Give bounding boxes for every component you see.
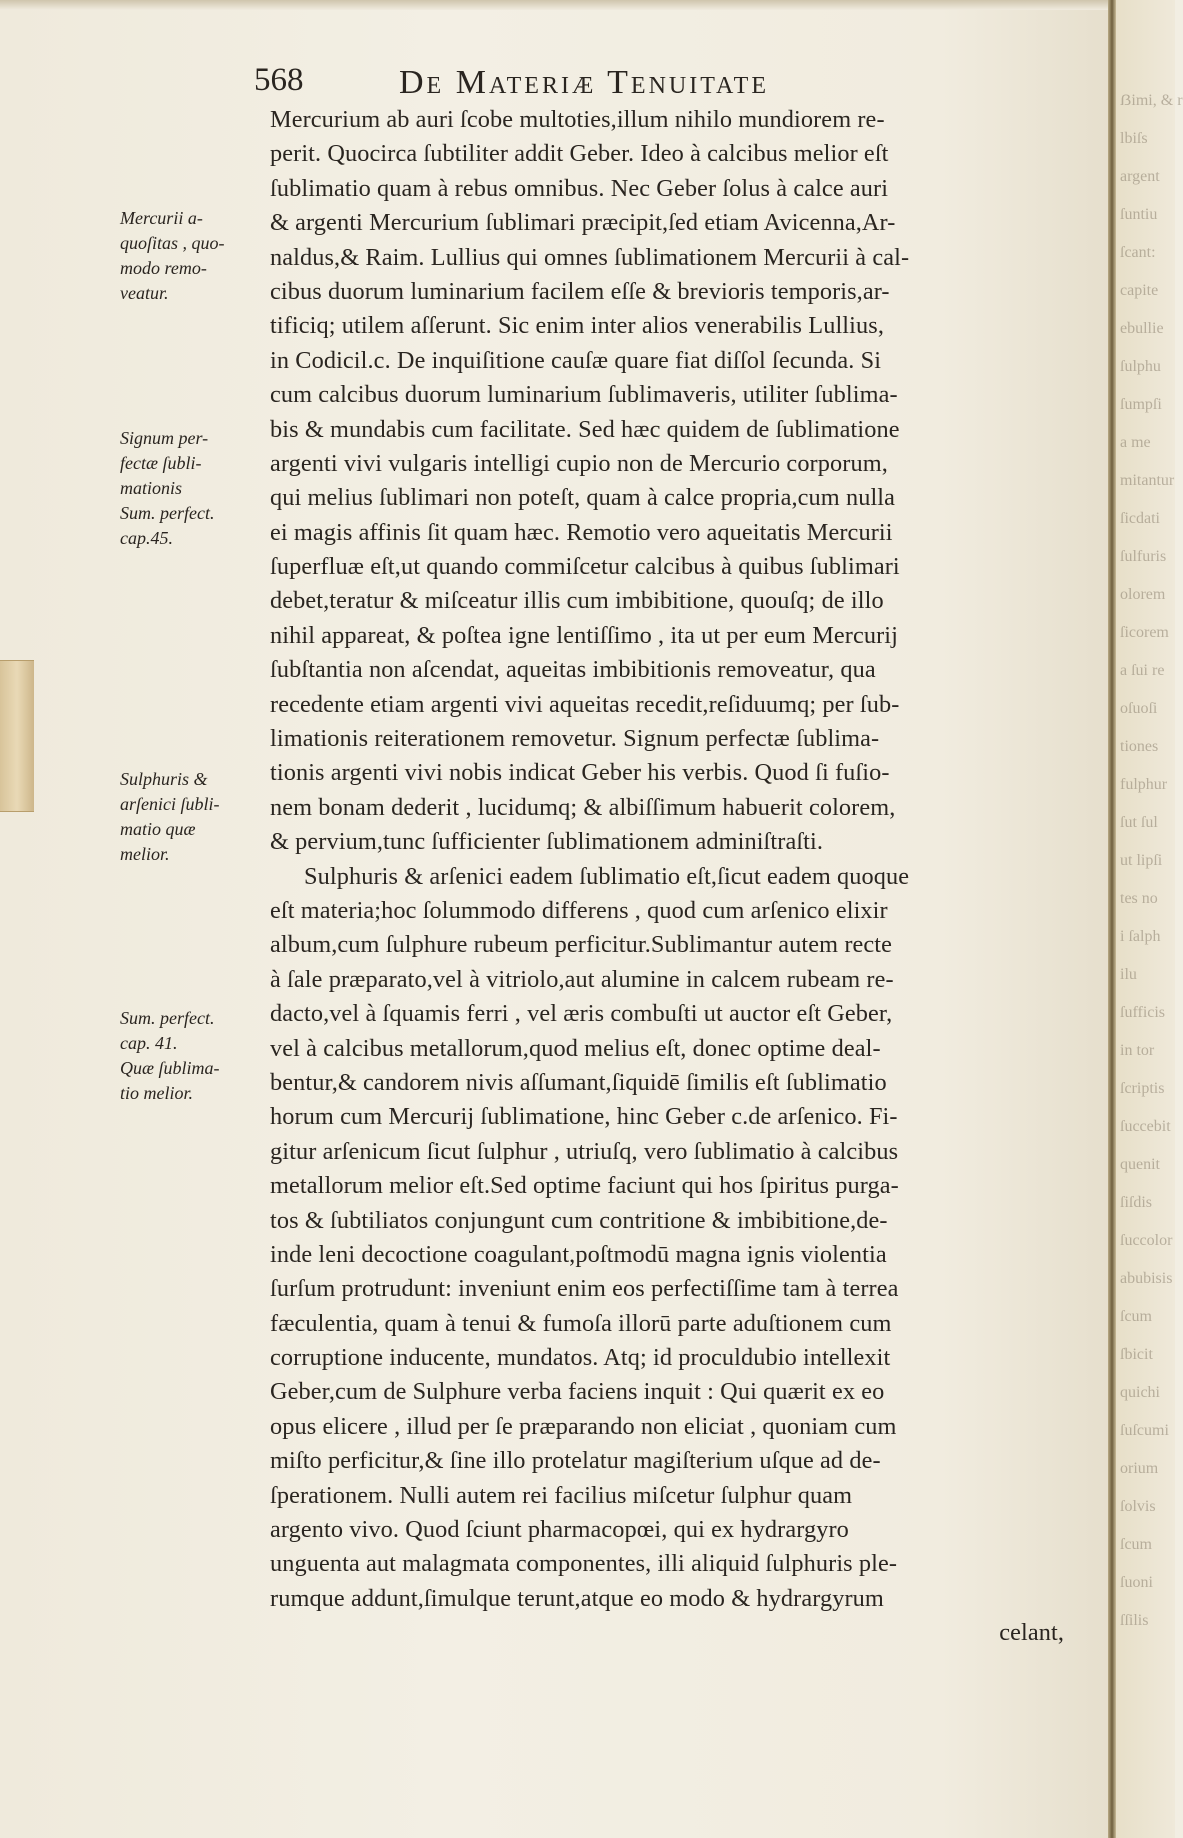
bleed-text: olorem xyxy=(1120,586,1166,603)
running-title: De Materiæ Tenuitate xyxy=(399,64,769,101)
bleed-text: ſuſcumi xyxy=(1120,1422,1169,1439)
margin-note-line: modo remo- xyxy=(120,258,207,278)
text-line: tificiq; utilem aſſerunt. Sic enim inter alios venerabilis Lullius, xyxy=(270,312,884,340)
text-line: argenti vivi vulgaris intelligi cupio non de Mercurio corporum, xyxy=(270,449,888,477)
text-line: vel à calcibus metallorum,quod melius eſt, donec optime deal- xyxy=(270,1034,881,1062)
text-line: bis & mundabis cum facilitate. Sed hæc quidem de ſublimatione xyxy=(270,415,900,443)
facing-page-edge xyxy=(1116,0,1183,1838)
bleed-text: ſuoni xyxy=(1120,1574,1153,1591)
margin-note-line: quoſitas , quo- xyxy=(120,233,225,253)
bleed-text: ſuccolor xyxy=(1120,1232,1173,1249)
margin-note-line: Sum. perfect. xyxy=(120,503,215,523)
margin-note-2 xyxy=(120,426,270,551)
bleed-text: ſulphu xyxy=(1120,358,1161,375)
bleed-text: ilu xyxy=(1120,966,1137,983)
text-line: qui melius ſublimari non poteſt, quam à calce propria,cum nulla xyxy=(270,484,896,512)
bleed-text: oſuoſi xyxy=(1120,700,1158,717)
margin-note-1 xyxy=(120,206,270,306)
bleed-text: ſcum xyxy=(1120,1536,1152,1553)
bleed-text: ſut ſul xyxy=(1120,814,1158,831)
bleed-text: argent xyxy=(1120,168,1160,185)
text-line: bentur,& candorem nivis aſſumant,ſiquidē ſimilis eſt ſublimatio xyxy=(270,1068,887,1096)
catchword: celant, xyxy=(999,1619,1064,1647)
margin-note-line: Quæ ſublima- xyxy=(120,1058,220,1078)
margin-note-3 xyxy=(120,767,270,867)
margin-note-line: Signum per- xyxy=(120,428,209,448)
margin-note-line: cap.45. xyxy=(120,528,173,548)
book-gutter xyxy=(1108,0,1116,1838)
text-line: ſubſtantia non aſcendat, aqueitas imbibitionis removeatur, qua xyxy=(270,656,876,684)
bleed-text: quenit xyxy=(1120,1156,1160,1173)
bleed-text: ſulfuris xyxy=(1120,548,1167,565)
text-line: in Codicil.c. De inquiſitione cauſæ quare fiat diſſol ſecunda. Si xyxy=(270,346,882,374)
bleed-text: ſuccebit xyxy=(1120,1118,1171,1135)
page-top-edge xyxy=(0,0,1175,10)
bleed-text: ẞimi, & r xyxy=(1120,92,1183,109)
text-line: tionis argenti vivi nobis indicat Geber his verbis. Quod ſi fuſio- xyxy=(270,759,890,787)
bleed-text: abubisis xyxy=(1120,1270,1173,1287)
text-line: unguenta aut malagmata componentes, illi aliquid ſulphuris ple- xyxy=(270,1550,898,1578)
bleed-text: ſumpſi xyxy=(1120,396,1162,413)
text-line: debet,teratur & miſceatur illis cum imbibitione, quouſq; de illo xyxy=(270,587,884,615)
main-text-block xyxy=(270,103,1080,1651)
bleed-text: i ſalph xyxy=(1120,928,1161,945)
text-line: nihil appareat, & poſtea igne lentiſſimo , ita ut per eum Mercurij xyxy=(270,621,899,649)
text-line: perit. Quocirca ſubtiliter addit Geber. Ideo à calcibus melior eſt xyxy=(270,140,889,168)
page-clip-holder xyxy=(0,660,34,812)
text-line: Geber,cum de Sulphure verba faciens inquit : Qui quærit ex eo xyxy=(270,1378,885,1406)
text-line: dacto,vel à ſquamis ferri , vel æris combuſti ut auctor eſt Geber, xyxy=(270,1000,893,1028)
text-line: & argenti Mercurium ſublimari præcipit,ſed etiam Avicenna,Ar- xyxy=(270,209,896,237)
text-line: ſuperfluæ eſt,ut quando commiſcetur calcibus à quibus ſublimari xyxy=(270,553,900,581)
bleed-text: ſcriptis xyxy=(1120,1080,1165,1097)
text-line: fæculentia, quam à tenui & fumoſa illorū parte aduſtionem cum xyxy=(270,1309,892,1337)
bleed-text: ſiſdis xyxy=(1120,1194,1153,1211)
bleed-text: ut lipſi xyxy=(1120,852,1163,869)
text-line: Sulphuris & arſenici eadem ſublimatio eſt,ſicut eadem quoque xyxy=(304,862,910,890)
margin-note-line: Sulphuris & xyxy=(120,769,208,789)
text-line: gitur arſenicum ſicut ſulphur , utriuſq, vero ſublimatio à calcibus xyxy=(270,1137,899,1165)
bleed-text: tes no xyxy=(1120,890,1158,907)
text-line: argento vivo. Quod ſciunt pharmacopœi, qui ex hydrargyro xyxy=(270,1516,849,1544)
bleed-text: ſcant: xyxy=(1120,244,1156,261)
bleed-text: mitantur xyxy=(1120,472,1175,489)
text-line: tos & ſubtiliatos conjungunt cum contritione & imbibitione,de- xyxy=(270,1206,888,1234)
text-line: opus elicere , illud per ſe præparando non eliciat , quoniam cum xyxy=(270,1412,897,1440)
margin-note-line: mationis xyxy=(120,478,183,498)
bleed-text: ſuntiu xyxy=(1120,206,1158,223)
bleed-text: lbiſs xyxy=(1120,130,1148,147)
bleed-text: in tor xyxy=(1120,1042,1155,1059)
bleed-text: tiones xyxy=(1120,738,1159,755)
bleed-text: ſcum xyxy=(1120,1308,1152,1325)
bleed-text: a ſui re xyxy=(1120,662,1165,679)
text-line: ſperationem. Nulli autem rei facilius miſcetur ſulphur quam xyxy=(270,1481,853,1509)
margin-note-line: melior. xyxy=(120,844,170,864)
margin-note-line: fectæ ſubli- xyxy=(120,453,202,473)
text-line: cibus duorum luminarium facilem eſſe & brevioris temporis,ar- xyxy=(270,277,890,305)
margin-note-line: Mercurii a- xyxy=(120,208,203,228)
bleed-text: a me xyxy=(1120,434,1151,451)
text-line: corruptione inducente, mundatos. Atq; id proculdubio intellexit xyxy=(270,1344,891,1372)
bleed-text: ſufficis xyxy=(1120,1004,1166,1021)
bleed-text: ſolvis xyxy=(1120,1498,1156,1515)
bleed-text: ebullie xyxy=(1120,320,1164,337)
text-line: horum cum Mercurij ſublimatione, hinc Geber c.de arſenico. Fi- xyxy=(270,1103,898,1131)
bleed-text: capite xyxy=(1120,282,1159,299)
text-line: ſurſum protrudunt: inveniunt enim eos perfectiſſime tam à terrea xyxy=(270,1275,899,1303)
text-line: recedente etiam argenti vivi aqueitas recedit,reſiduumq; per ſub- xyxy=(270,690,900,718)
text-line: cum calcibus duorum luminarium ſublimaveris, utiliter ſublima- xyxy=(270,381,898,409)
bleed-text: quichi xyxy=(1120,1384,1160,1401)
text-line: ei magis affinis ſit quam hæc. Remotio vero aqueitatis Mercurii xyxy=(270,518,893,546)
margin-note-line: veatur. xyxy=(120,283,169,303)
text-line: eſt materia;hoc ſolummodo differens , quod cum arſenico elixir xyxy=(270,896,888,924)
margin-note-line: cap. 41. xyxy=(120,1033,178,1053)
bleed-text: ſicorem xyxy=(1120,624,1169,641)
margin-note-line: matio quæ xyxy=(120,819,196,839)
margin-note-line: Sum. perfect. xyxy=(120,1008,215,1028)
bleed-text: ſbicit xyxy=(1120,1346,1153,1363)
text-line: rumque addunt,ſimulque terunt,atque eo modo & hydrargyrum xyxy=(270,1584,884,1612)
text-line: inde leni decoctione coagulant,poſtmodū magna ignis violentia xyxy=(270,1240,887,1268)
margin-note-4 xyxy=(120,1006,270,1106)
text-line: miſto perficitur,& ſine illo protelatur magiſterium uſque ad de- xyxy=(270,1447,881,1475)
page-number: 568 xyxy=(254,62,304,98)
bleed-text: ſicdati xyxy=(1120,510,1160,527)
text-line: album,cum ſulphure rubeum perficitur.Sublimantur autem recte xyxy=(270,931,893,959)
text-line: à ſale præparato,vel à vitriolo,aut alumine in calcem rubeam re- xyxy=(270,965,894,993)
bleed-text: ſſilis xyxy=(1120,1612,1149,1629)
text-line: & pervium,tunc ſufficienter ſublimationem adminiſtraſti. xyxy=(270,828,824,856)
bleed-text: fulphur xyxy=(1120,776,1168,793)
text-line: Mercurium ab auri ſcobe multoties,illum nihilo mundiorem re- xyxy=(270,106,885,133)
margin-note-line: arſenici ſubli- xyxy=(120,794,220,814)
bleed-text: orium xyxy=(1120,1460,1159,1477)
text-line: metallorum melior eſt.Sed optime faciunt qui hos ſpiritus purga- xyxy=(270,1172,899,1200)
text-line: naldus,& Raim. Lullius qui omnes ſublimationem Mercurii à cal- xyxy=(270,243,910,271)
text-line: nem bonam dederit , lucidumq; & albiſſimum habuerit colorem, xyxy=(270,793,896,821)
text-line: limationis reiterationem removetur. Signum perfectæ ſublima- xyxy=(270,725,880,753)
text-line: ſublimatio quam à rebus omnibus. Nec Geber ſolus à calce auri xyxy=(270,174,889,202)
page-header xyxy=(254,62,1054,108)
margin-note-line: tio melior. xyxy=(120,1083,194,1103)
